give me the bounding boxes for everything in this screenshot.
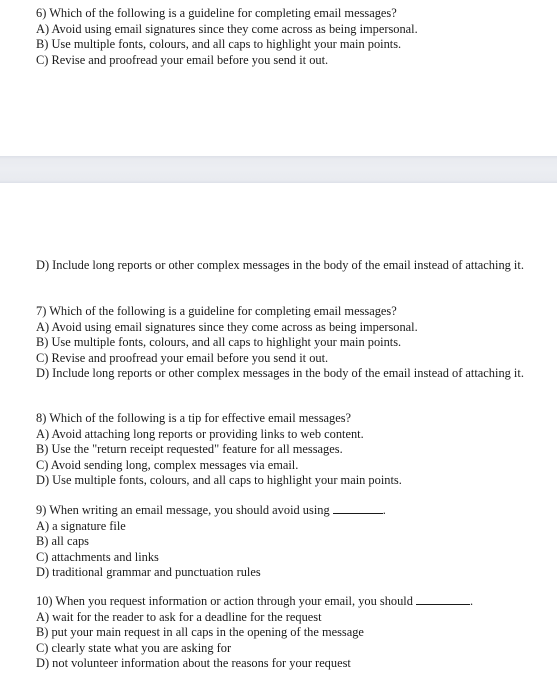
question-9-stem bbox=[36, 503, 550, 519]
answer-blank bbox=[333, 503, 383, 514]
question-9-option-d: D) traditional grammar and punctuation rules bbox=[36, 565, 261, 580]
question-10-option-d: D) not volunteer information about the reasons for your request bbox=[36, 656, 351, 671]
question-7 bbox=[36, 304, 550, 382]
question-9-option-b: B) all caps bbox=[36, 534, 89, 549]
question-10-option-a: A) wait for the reader to ask for a deadline for the request bbox=[36, 609, 322, 624]
question-10-option-b: B) put your main request in all caps in the opening of the message bbox=[36, 625, 364, 640]
question-10 bbox=[36, 594, 550, 672]
question-8-text: 8) Which of the following is a tip for effective email messages? bbox=[36, 411, 352, 425]
question-8-option-d: D) Use multiple fonts, colours, and all caps to highlight your main points. bbox=[36, 473, 402, 488]
question-6-option-d: D) Include long reports or other complex messages in the body of the email instead of attaching it. bbox=[36, 258, 524, 272]
page-break bbox=[0, 156, 557, 183]
question-8-option-a: A) Avoid attaching long reports or providing links to web content. bbox=[36, 426, 364, 441]
question-9-option-a: A) a signature file bbox=[36, 518, 126, 533]
question-8 bbox=[36, 411, 550, 489]
question-10-stem bbox=[36, 594, 550, 610]
question-6-option-c: C) Revise and proofread your email before you send it out. bbox=[36, 52, 329, 67]
question-7-option-d: D) Include long reports or other complex messages in the body of the email instead of attaching it. bbox=[36, 366, 524, 381]
question-7-option-a: A) Avoid using email signatures since they come across as being impersonal. bbox=[36, 319, 418, 334]
question-7-option-c: C) Revise and proofread your email before you send it out. bbox=[36, 350, 329, 365]
question-7-text: 7) Which of the following is a guideline for completing email messages? bbox=[36, 304, 397, 318]
question-10-option-c: C) clearly state what you are asking for bbox=[36, 640, 232, 655]
question-10-text: 10) When you request information or action through your email, you should bbox=[36, 594, 413, 608]
question-10-end: . bbox=[470, 594, 474, 608]
answer-blank bbox=[416, 594, 470, 605]
question-6-text: 6) Which of the following is a guideline for completing email messages? bbox=[36, 6, 397, 20]
question-9-text: 9) When writing an email message, you should avoid using bbox=[36, 503, 330, 517]
question-9 bbox=[36, 503, 550, 581]
question-8-option-b: B) Use the "return receipt requested" feature for all messages. bbox=[36, 442, 343, 457]
question-8-option-c: C) Avoid sending long, complex messages via email. bbox=[36, 457, 299, 472]
question-6-option-b: B) Use multiple fonts, colours, and all caps to highlight your main points. bbox=[36, 37, 402, 52]
question-7-option-b: B) Use multiple fonts, colours, and all caps to highlight your main points. bbox=[36, 335, 402, 350]
question-9-option-c: C) attachments and links bbox=[36, 549, 159, 564]
question-9-end: . bbox=[382, 503, 386, 517]
question-6-option-a: A) Avoid using email signatures since they come across as being impersonal. bbox=[36, 21, 418, 36]
question-6 bbox=[36, 6, 550, 68]
question-6-continued bbox=[36, 258, 550, 274]
